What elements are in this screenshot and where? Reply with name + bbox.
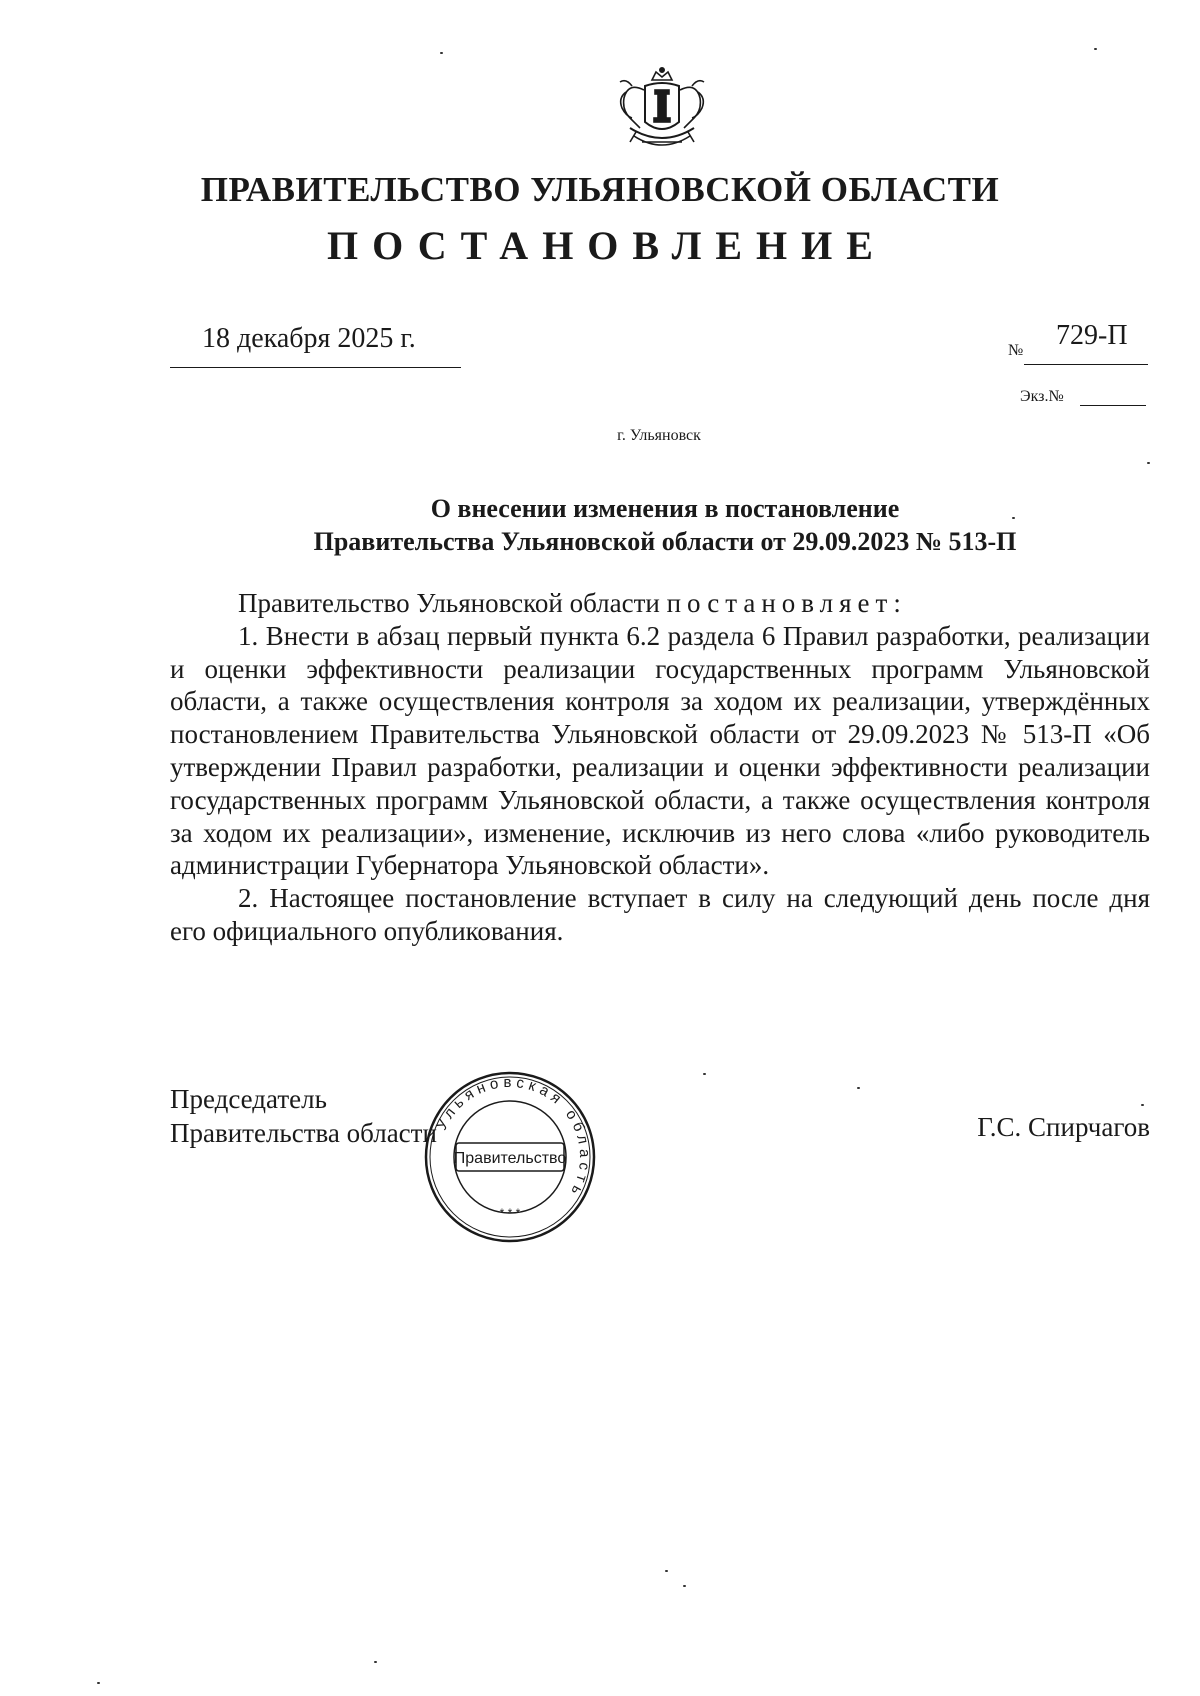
scan-speck	[703, 1073, 706, 1075]
intro-text: Правительство Ульяновской области	[238, 588, 667, 618]
seal-center-text: Правительство	[453, 1150, 567, 1167]
organization-heading: ПРАВИТЕЛЬСТВО УЛЬЯНОВСКОЙ ОБЛАСТИ	[200, 170, 1000, 209]
document-body	[170, 587, 1150, 948]
copy-number-label: Экз.№	[1020, 388, 1064, 405]
copy-number-underline	[1080, 405, 1146, 406]
subject-line-1: О внесении изменения в постановление	[430, 494, 900, 523]
document-subject	[0, 492, 1200, 558]
position-line-2: Правительства области	[170, 1118, 437, 1148]
scan-speck	[857, 1087, 860, 1089]
item-1: 1. Внести в абзац первый пункта 6.2 раздела 6 Правил разработки, реализации и оценки эффективности реализации государственных программ Ульяновской области, а также осуществления контроля за ходом их реализации, утверждённых постановлением Правительства Ульяновской области от 29.09.2023 № 513-П «Об утверждении Правил разработки, реализации и оценки эффективности реализации государственных программ Ульяновской области, а также осуществления контроля за ходом их реализации», изменение, исключив из него слова «либо руководитель администрации Губернатора Ульяновской области».	[170, 620, 1150, 881]
coat-of-arms-emblem	[612, 66, 712, 160]
scan-speck	[1147, 462, 1150, 464]
date-underline	[170, 367, 461, 368]
document-number: 729-П	[1056, 320, 1128, 351]
scan-speck	[374, 1661, 377, 1663]
position-line-1: Председатель	[170, 1084, 327, 1114]
scan-speck	[1012, 517, 1015, 519]
subject-line-2: Правительства Ульяновской области от 29.09.2023 № 513-П	[313, 527, 1017, 556]
seal-ring-text: Ульяновская область	[433, 1073, 594, 1202]
scan-speck	[1141, 1104, 1144, 1106]
number-sign: №	[1008, 342, 1024, 359]
intro-verb: постановляет:	[666, 588, 907, 618]
signatory-position	[170, 1082, 437, 1150]
scan-speck	[665, 1570, 668, 1572]
number-underline	[1024, 364, 1148, 365]
intro-paragraph	[170, 587, 1150, 620]
document-date: 18 декабря 2025 г.	[202, 323, 416, 354]
document-type-heading: ПОСТАНОВЛЕНИЕ	[327, 223, 887, 268]
scan-speck	[97, 1682, 100, 1684]
scan-speck	[683, 1585, 686, 1587]
item-2: 2. Настоящее постановление вступает в силу на следующий день после дня его официального опубликования.	[170, 883, 1150, 946]
scan-speck	[1094, 48, 1097, 50]
scan-speck	[440, 52, 443, 54]
signatory-name: Г.С. Спирчагов	[977, 1112, 1150, 1142]
official-seal	[420, 1067, 600, 1247]
city: г. Ульяновск	[617, 427, 701, 444]
seal-star-icon: * * *	[499, 1206, 521, 1220]
